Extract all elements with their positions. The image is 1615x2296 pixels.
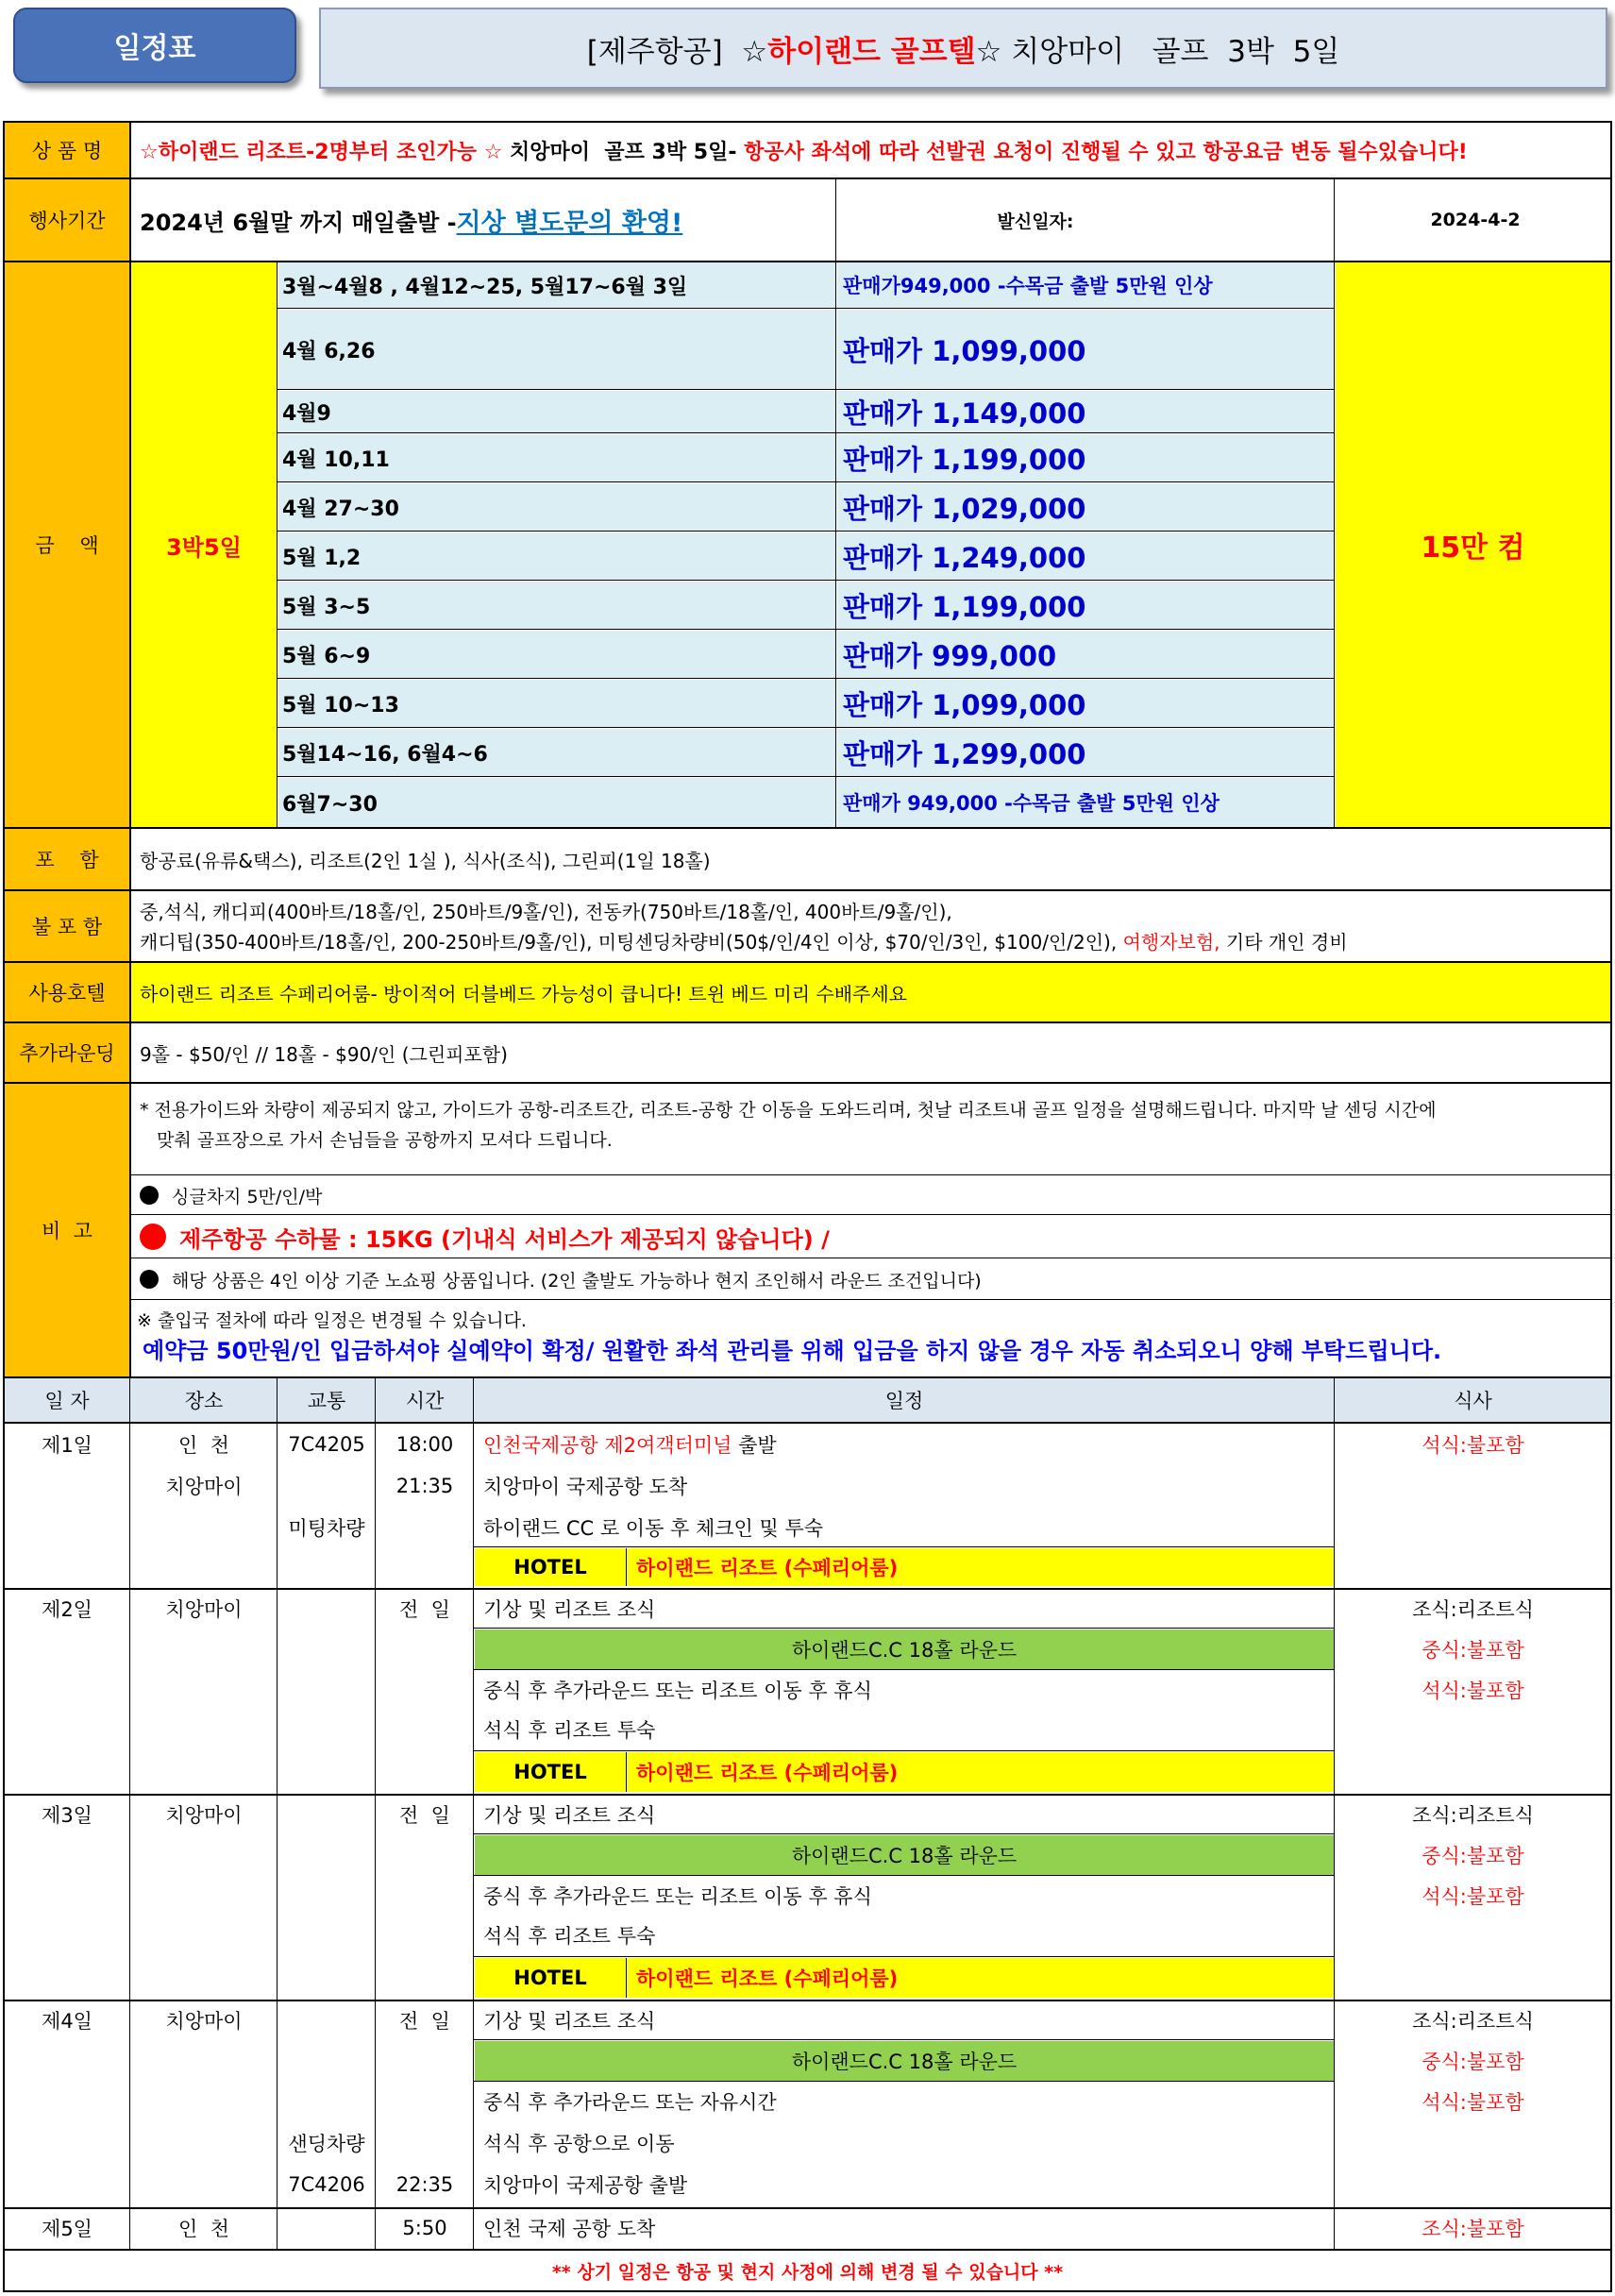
day1-label: 제1일 <box>42 1434 93 1457</box>
price-row-dates: 6월7~30 <box>278 778 835 827</box>
grid-line <box>473 1628 1334 1629</box>
header-title-box <box>319 8 1607 89</box>
col-meal: 식사 <box>1454 1390 1492 1412</box>
day4-plan3: 석식 후 공항으로 이동 <box>483 2133 675 2155</box>
day3-time: 전 일 <box>399 1804 450 1827</box>
grid-line <box>277 727 1334 728</box>
grid-line <box>5 2207 1610 2209</box>
header-title-prefix: [제주항공] ☆ <box>586 34 768 69</box>
grid-line <box>5 2249 1610 2251</box>
notes-label: 비 고 <box>5 1084 129 1376</box>
period-link[interactable]: 지상 별도문의 환영! <box>456 208 683 238</box>
header-tab-label: 일정표 <box>113 32 196 65</box>
grid-line <box>473 1833 1334 1834</box>
price-row-dates: 5월 6~9 <box>278 631 835 678</box>
period-label: 행사기간 <box>5 179 129 261</box>
price-row-dates: 5월14~16, 6월4~6 <box>278 729 835 776</box>
hotel-text: 하이랜드 리조트 수페리어룸- 방이적어 더블베드 가능성이 큽니다! 트윈 베드 미리 수배주세요 <box>131 963 1610 1021</box>
exclude-label: 불 포 함 <box>5 891 129 961</box>
grid-line <box>473 1546 1334 1547</box>
grid-line <box>1334 179 1335 261</box>
day2-time: 전 일 <box>399 1598 450 1621</box>
day2-plan1: 기상 및 리조트 조식 <box>483 1598 656 1621</box>
day5-time: 5:50 <box>402 2217 447 2239</box>
grid-line <box>473 1875 1334 1876</box>
grid-line <box>277 1378 278 2249</box>
grid-line <box>375 1378 376 2249</box>
product-text <box>131 123 1610 177</box>
grid-line <box>5 2000 1610 2001</box>
price-row-price: 판매가 1,199,000 <box>837 434 1334 481</box>
col-day: 일 자 <box>44 1390 90 1412</box>
day2-plan2: 중식 후 추가라운드 또는 리조트 이동 후 휴식 <box>483 1680 872 1702</box>
day4-time: 전 일 <box>399 2010 450 2033</box>
price-row-price: 판매가 1,029,000 <box>837 483 1334 531</box>
price-row-dates: 4월 10,11 <box>278 434 835 481</box>
bullet-icon <box>140 1186 159 1205</box>
extra-round-text: 9홀 - $50/인 // 18홀 - $90/인 (그린피포함) <box>140 1042 508 1066</box>
day2-round: 하이랜드C.C 18홀 라운드 <box>475 1629 1334 1669</box>
day5-meal1: 조식:불포함 <box>1422 2218 1524 2240</box>
day2-meal1: 조식:리조트식 <box>1412 1598 1534 1621</box>
day2-hotel-name: 하이랜드 리조트 (수페리어룸) <box>628 1752 1334 1792</box>
notes-min-pax: 해당 상품은 4인 이상 기준 노쇼핑 상품입니다. (2인 출발도 가능하나 현지 조인해서 라운드 조건입니다) <box>131 1259 1610 1299</box>
bullet-icon <box>140 1270 159 1289</box>
grid-line <box>129 1299 1610 1300</box>
day4-plan1: 기상 및 리조트 조식 <box>483 2010 656 2033</box>
day3-hotel-label: HOTEL <box>475 1958 626 1998</box>
price-row-dates: 5월 3~5 <box>278 582 835 629</box>
price-bonus: 15만 컴 <box>1336 262 1610 827</box>
day3-meal3: 석식:불포함 <box>1422 1885 1524 1908</box>
sent-label: 발신일자: <box>997 211 1074 232</box>
price-row-price: 판매가 1,149,000 <box>837 391 1334 432</box>
day3-hotel-name: 하이랜드 리조트 (수페리어룸) <box>628 1958 1334 1998</box>
day4-plan2: 중식 후 추가라운드 또는 자유시간 <box>483 2091 777 2114</box>
day3-round: 하이랜드C.C 18홀 라운드 <box>475 1835 1334 1875</box>
grid-line <box>626 1752 627 1792</box>
red-bullet-icon <box>140 1224 166 1250</box>
day5-place: 인 천 <box>178 2218 229 2240</box>
day3-label: 제3일 <box>42 1804 93 1827</box>
col-place: 장소 <box>184 1390 224 1412</box>
price-nights: 3박5일 <box>131 262 277 827</box>
grid-line <box>129 123 131 1376</box>
grid-line <box>129 1174 1610 1175</box>
grid-line <box>473 1956 1334 1957</box>
day4-time2: 22:35 <box>395 2173 454 2196</box>
col-transport: 교통 <box>307 1390 346 1412</box>
notes-change-deposit: ※ 출입국 절차에 따라 일정은 변경될 수 있습니다. 예약금 50만원/인 입금하셔야 실예약이 확정/ 원활한 좌석 관리를 위해 입금을 하지 않을 경우 자동 취소되오니 양해 부탁드립니다. <box>137 1310 1442 1364</box>
day2-plan3: 석식 후 리조트 투숙 <box>483 1719 656 1742</box>
include-label: 포 함 <box>5 829 129 889</box>
grid-line <box>277 531 1334 532</box>
grid-line <box>5 261 1610 262</box>
extra-round-label: 추가라운딩 <box>5 1023 129 1082</box>
day1-hotel-label: HOTEL <box>475 1548 626 1586</box>
grid-line <box>129 1214 1610 1215</box>
exclude-line2: 캐디팁(350-400바트/18홀/인, 200-250바트/9홀/인), 미팅센딩차량비(50$/인/4인 이상, $70/인/3인, $100/인/2인), 여행자보험, 기타 개인 경비 <box>140 931 1348 954</box>
grid-line <box>1334 1378 1335 2249</box>
day1-time2: 21:35 <box>395 1475 454 1497</box>
col-plan: 일정 <box>884 1390 924 1412</box>
include-text: 항공료(유류&택스), 리조트(2인 1실 ), 식사(조식), 그린피(1일 18홀) <box>140 849 711 872</box>
product-text-a: ☆하이랜드 리조트-2명부터 조인가능 ☆ <box>140 140 503 164</box>
exclude-line1: 중,석식, 캐디피(400바트/18홀/인, 250바트/9홀/인), 전동카(750바트/18홀/인, 400바트/9홀/인), <box>140 901 952 923</box>
day1-place2: 치앙마이 <box>165 1476 243 1498</box>
grid-line <box>1334 262 1335 827</box>
day4-meal1: 조식:리조트식 <box>1412 2010 1534 2033</box>
grid-line <box>5 961 1610 963</box>
notes-guide: * 전용가이드와 차량이 제공되지 않고, 가이드가 공항-리조트간, 리조트-공항 간 이동을 도와드리며, 첫날 리조트내 골프 일정을 설명해드립니다. 마지막 날 센딩 시간에 맞춰 골프장으로 가서 손님들을 공항까지 모셔다 드립니다. <box>140 1100 1437 1151</box>
sent-date: 2024-4-2 <box>1430 210 1521 230</box>
day3-plan2: 중식 후 추가라운드 또는 리조트 이동 후 휴식 <box>483 1885 872 1908</box>
day4-plan4: 치앙마이 국제공항 출발 <box>483 2174 688 2197</box>
grid-line <box>5 889 1610 891</box>
grid-line <box>626 1548 627 1586</box>
grid-line <box>277 262 278 827</box>
notes-single: 싱글차지 5만/인/박 <box>131 1176 1610 1214</box>
day2-meal3: 석식:불포함 <box>1422 1680 1524 1702</box>
day4-flight: 7C4206 <box>288 2173 365 2196</box>
col-time: 시간 <box>405 1390 445 1412</box>
grid-line <box>277 776 1334 777</box>
day1-place1: 인 천 <box>178 1434 229 1457</box>
day3-plan1: 기상 및 리조트 조식 <box>483 1804 656 1827</box>
day4-label: 제4일 <box>42 2010 93 2033</box>
grid-line <box>5 1422 1610 1424</box>
day5-plan1: 인천 국제 공항 도착 <box>483 2218 656 2240</box>
price-row-dates: 5월 10~13 <box>278 680 835 727</box>
grid-line <box>5 827 1610 829</box>
price-row-price: 판매가 1,099,000 <box>837 680 1334 727</box>
day4-place: 치앙마이 <box>165 2010 243 2033</box>
day4-meal3: 석식:불포함 <box>1422 2091 1524 2114</box>
grid-line <box>129 1378 130 2249</box>
day2-place: 치앙마이 <box>165 1598 243 1621</box>
price-row-price: 판매가949,000 -수목금 출발 5만원 인상 <box>837 262 1334 308</box>
grid-line <box>277 481 1334 482</box>
day1-plan2: 치앙마이 국제공항 도착 <box>483 1476 688 1498</box>
header-title-suffix: ☆ 치앙마이 골프 3박 5일 <box>975 34 1340 69</box>
grid-line <box>277 678 1334 679</box>
grid-line <box>277 580 1334 581</box>
price-row-dates: 4월 27~30 <box>278 483 835 531</box>
price-label: 금 액 <box>5 262 129 827</box>
grid-line <box>835 179 836 261</box>
price-row-dates: 5월 1,2 <box>278 532 835 580</box>
grid-line <box>5 177 1610 179</box>
grid-line <box>277 629 1334 630</box>
day4-sending: 샌딩차량 <box>288 2133 365 2155</box>
grid-line <box>277 308 1334 309</box>
grid-line <box>473 2081 1334 2082</box>
grid-line <box>5 1021 1610 1023</box>
price-row-dates: 3월~4월8 , 4월12~25, 5월17~6월 3일 <box>278 262 835 308</box>
price-row-price: 판매가 1,099,000 <box>837 310 1334 389</box>
price-row-price: 판매가 999,000 <box>837 631 1334 678</box>
product-label: 상 품 명 <box>5 123 129 177</box>
header-tab <box>13 8 296 83</box>
day1-flight: 7C4205 <box>288 1433 365 1456</box>
header-title-highlight: 하이랜드 골프텔 <box>767 34 976 69</box>
grid-line <box>277 389 1334 390</box>
price-row-price: 판매가 949,000 -수목금 출발 5만원 인상 <box>837 778 1334 827</box>
price-row-price: 판매가 1,299,000 <box>837 729 1334 776</box>
schedule-footer: ** 상기 일정은 항공 및 현지 사정에 의해 변경 될 수 있습니다 ** <box>551 2261 1064 2283</box>
price-row-dates: 4월9 <box>278 391 835 432</box>
day3-place: 치앙마이 <box>165 1804 243 1827</box>
day2-label: 제2일 <box>42 1598 93 1621</box>
notes-baggage: 제주항공 수하물 : 15KG (기내식 서비스가 제공되지 않습니다) / <box>131 1216 1610 1258</box>
day3-plan3: 석식 후 리조트 투숙 <box>483 1925 656 1948</box>
grid-line <box>277 432 1334 433</box>
day4-round: 하이랜드C.C 18홀 라운드 <box>475 2041 1334 2081</box>
grid-line <box>5 1082 1610 1084</box>
price-row-price: 판매가 1,199,000 <box>837 582 1334 629</box>
product-text-b: 치앙마이 골프 3박 5일- <box>502 140 745 164</box>
day1-hotel-name: 하이랜드 리조트 (수페리어룸) <box>628 1548 1334 1586</box>
grid-line <box>5 1794 1610 1796</box>
day1-plan1: 인천국제공항 제2여객터미널 출발 <box>483 1434 777 1457</box>
day2-meal2: 중식:불포함 <box>1422 1639 1524 1662</box>
grid-line <box>473 1378 474 2249</box>
day5-label: 제5일 <box>42 2218 93 2240</box>
day3-meal1: 조식:리조트식 <box>1412 1804 1534 1827</box>
price-row-price: 판매가 1,249,000 <box>837 532 1334 580</box>
grid-line <box>473 2039 1334 2040</box>
grid-line <box>473 1669 1334 1670</box>
day4-meal2: 중식:불포함 <box>1422 2051 1524 2073</box>
price-row-dates: 4월 6,26 <box>278 310 835 389</box>
grid-line <box>5 1588 1610 1590</box>
day1-plan3: 하이랜드 CC 로 이동 후 체크인 및 투숙 <box>483 1517 824 1540</box>
exclude-text <box>140 897 1603 959</box>
day1-meal1: 석식:불포함 <box>1422 1434 1524 1457</box>
day2-hotel-label: HOTEL <box>475 1752 626 1792</box>
grid-line <box>835 262 836 827</box>
grid-line <box>626 1958 627 1998</box>
day1-meet: 미팅차량 <box>288 1517 365 1540</box>
day1-time1: 18:00 <box>395 1433 454 1456</box>
period-text: 2024년 6월말 까지 매일출발 - 지상 별도문의 환영! <box>131 179 835 261</box>
grid-line <box>473 1750 1334 1751</box>
product-text-c: 항공사 좌석에 따라 선발권 요청이 진행될 수 있고 항공요금 변동 될수있습니다! <box>744 140 1468 164</box>
day3-meal2: 중식:불포함 <box>1422 1845 1524 1867</box>
hotel-label: 사용호텔 <box>5 963 129 1021</box>
grid-line <box>5 1376 1610 1378</box>
